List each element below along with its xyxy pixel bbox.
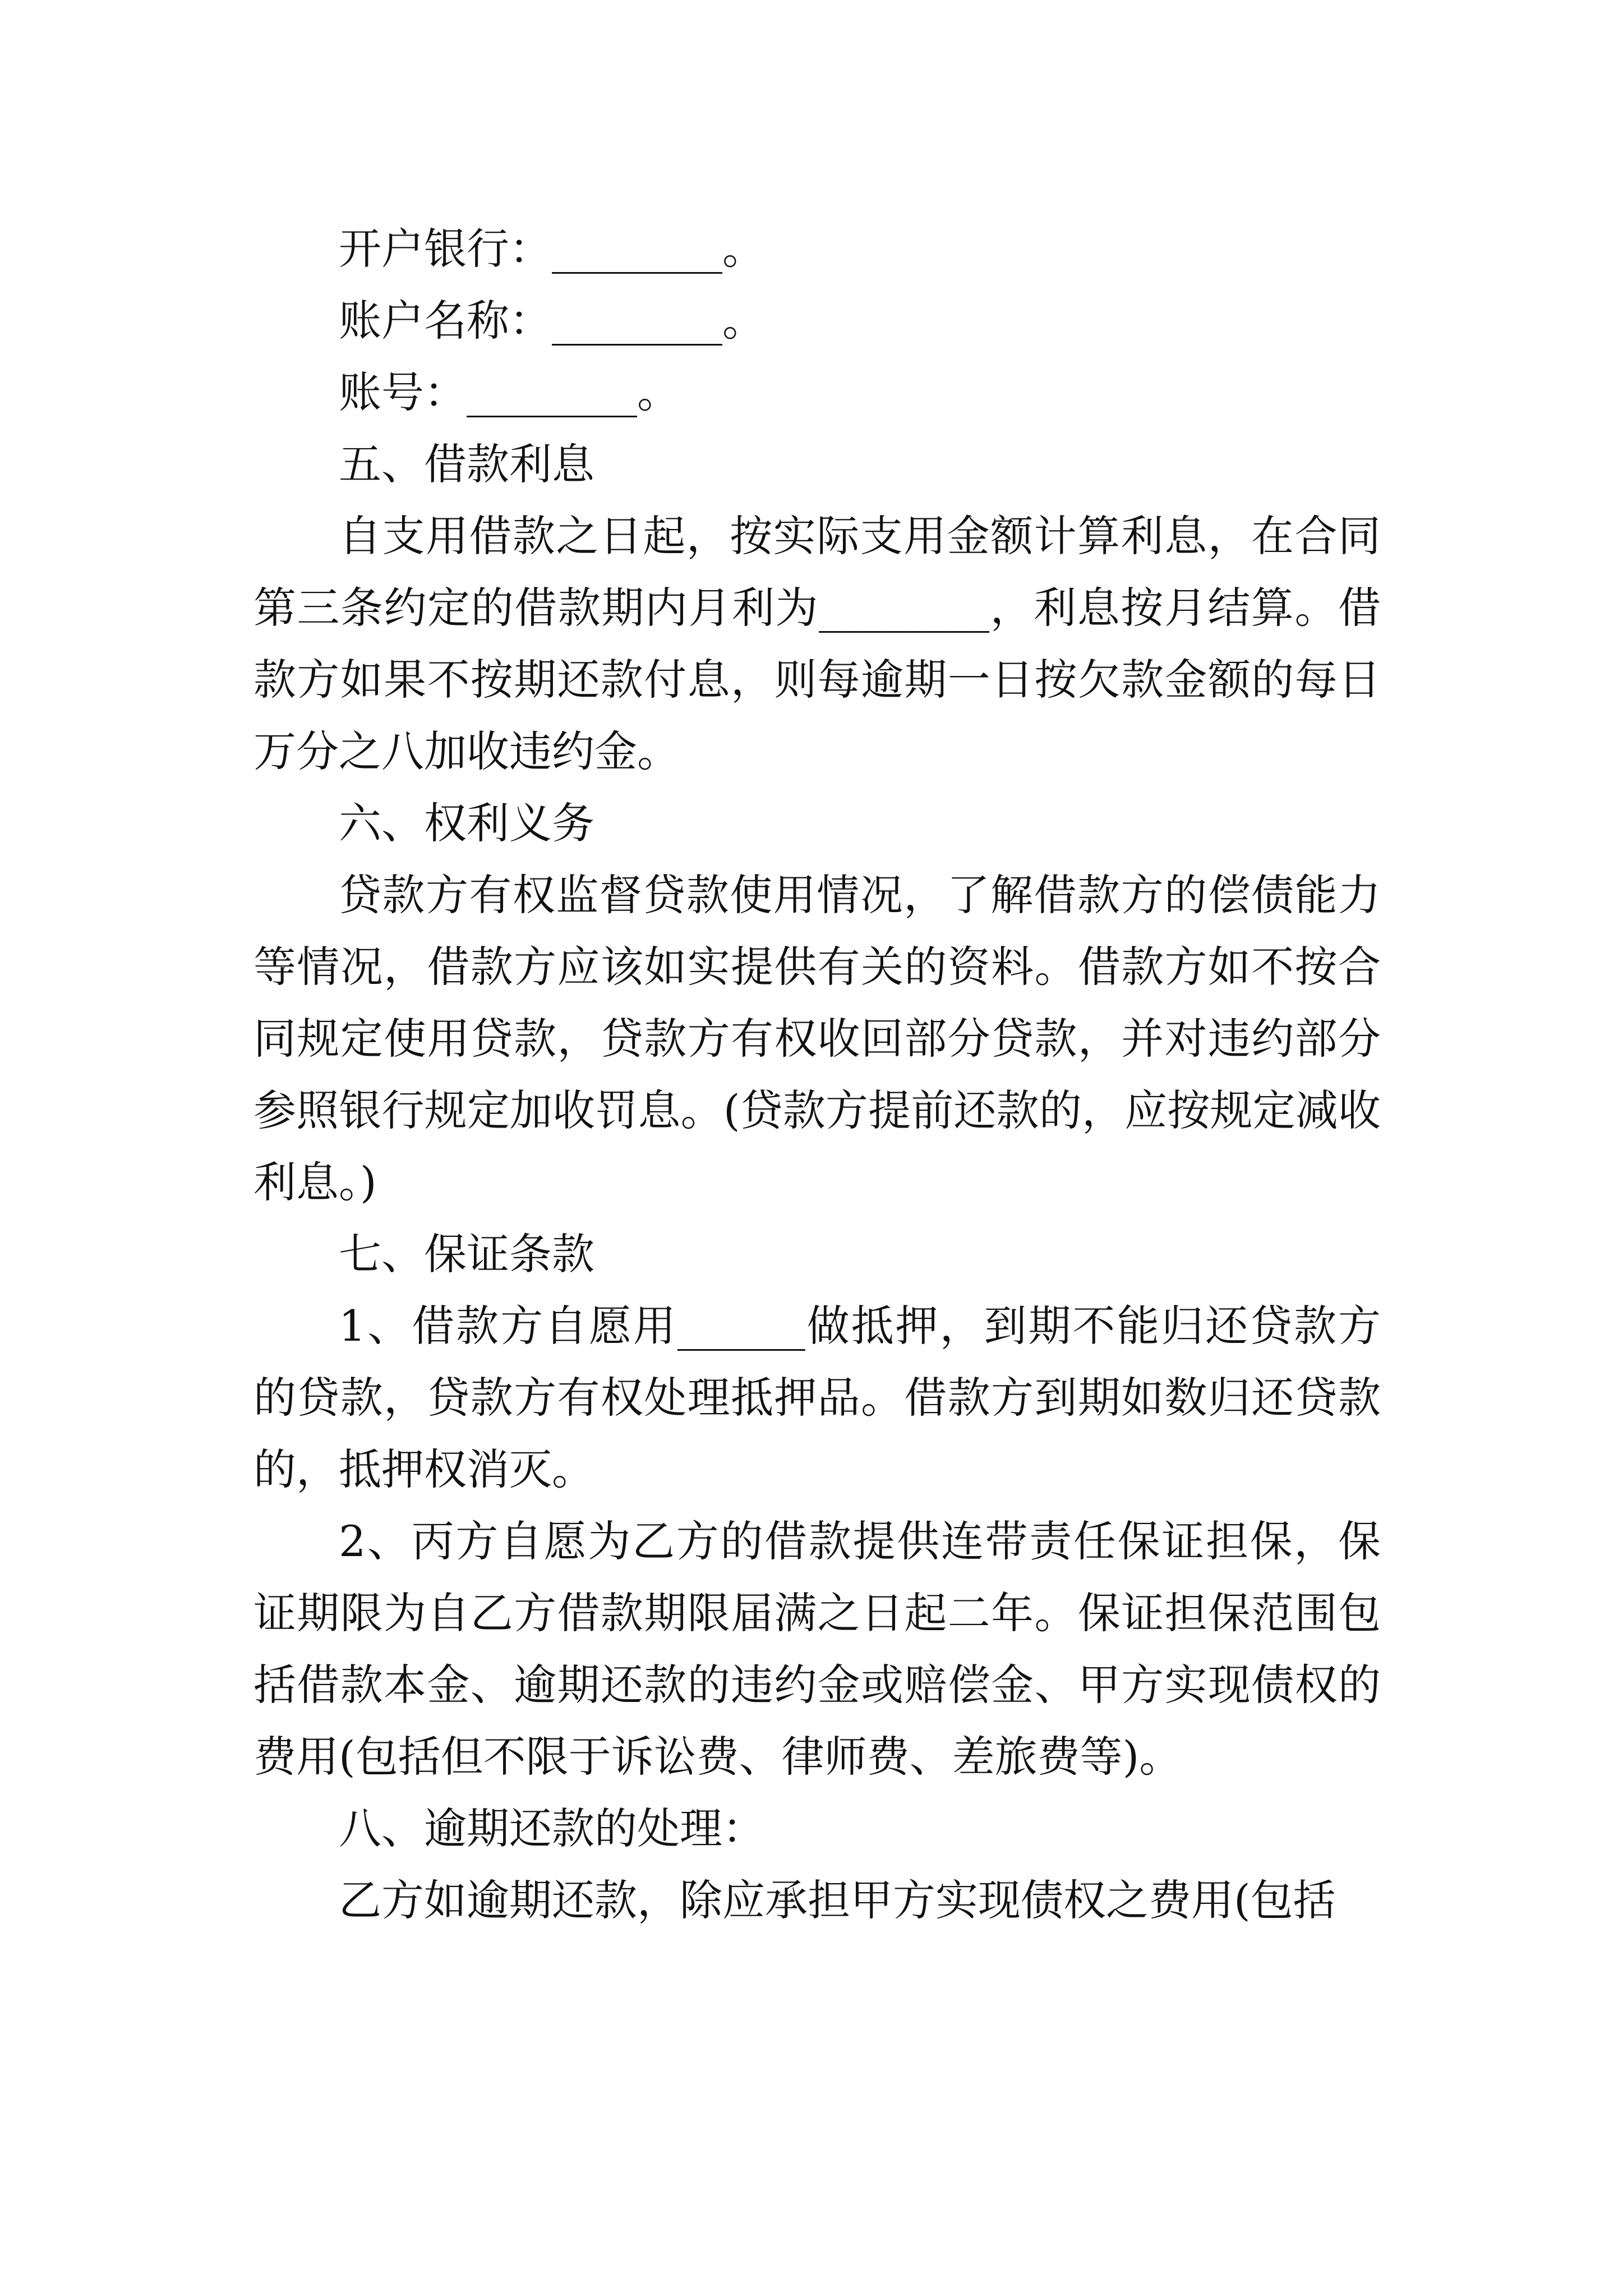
section-heading-guarantee: 七、保证条款 [339,1229,594,1279]
paragraph-interest: 自支用借款之日起，按实际支用金额计算利息，在合同第三条约定的借款期内月利为________，利息按月结算。借款方如果不按期还款付息，则每逾期一日按欠款金额的每日万分之八加收违约金。 [253,511,1381,776]
section-heading-interest: 五、借款利息 [339,439,594,489]
account-name-line: 账户名称：________。 [339,296,765,346]
section-heading-overdue: 八、逾期还款的处理： [339,1803,765,1853]
document-body [253,213,1381,1936]
paragraph-guarantee-2: 2、丙方自愿为乙方的借款提供连带责任保证担保，保证期限为自乙方借款期限届满之日起二年。保证担保范围包括借款本金、逾期还款的违约金或赔偿金、甲方实现债权的费用(包括但不限于诉讼费、律师费、差旅费等)。 [253,1516,1381,1782]
paragraph-rights: 贷款方有权监督贷款使用情况，了解借款方的偿债能力等情况，借款方应该如实提供有关的资料。借款方如不按合同规定使用贷款，贷款方有权收回部分贷款，并对违约部分参照银行规定加收罚息。(贷款方提前还款的，应按规定减收利息。) [253,870,1381,1207]
paragraph-guarantee-1: 1、借款方自愿用______做抵押，到期不能归还贷款方的贷款，贷款方有权处理抵押品。借款方到期如数归还贷款的，抵押权消灭。 [253,1301,1381,1494]
account-number-line: 账号：________。 [339,367,680,417]
paragraph-overdue: 乙方如逾期还款，除应承担甲方实现债权之费用(包括 [339,1875,1336,1925]
section-heading-rights: 六、权利义务 [339,798,594,848]
bank-line: 开户银行：________。 [339,224,765,274]
